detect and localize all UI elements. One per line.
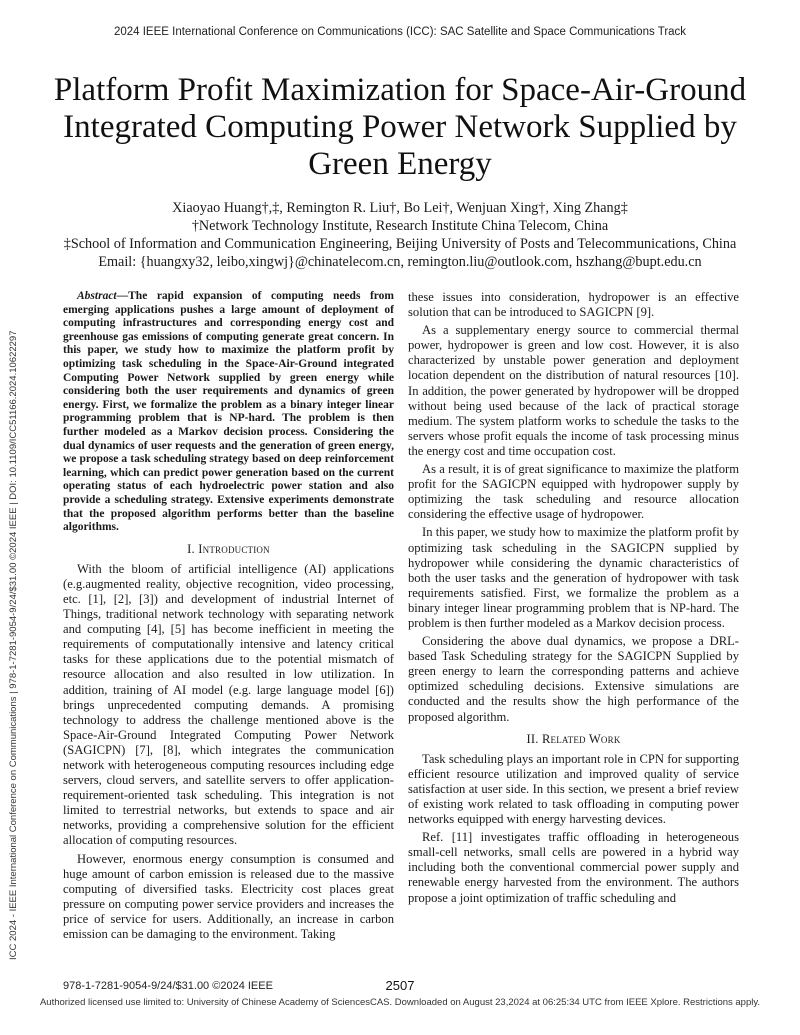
- paragraph: these issues into consideration, hydropower is an effective solution that can be introduced to SAGICPN [9].: [408, 290, 739, 320]
- section-heading-related-work: II. Related Work: [526, 731, 621, 746]
- left-column: [63, 290, 394, 945]
- affiliation-2: ‡School of Information and Communication Engineering, Beijing University of Posts and Telecommunications, China: [63, 236, 737, 252]
- author-block: [40, 199, 760, 271]
- paper-title: Platform Profit Maximization for Space-Air-Ground Integrated Computing Power Network Supplied by Green Energy: [53, 72, 747, 182]
- right-column: [408, 290, 739, 909]
- page-number: 2507: [385, 978, 415, 993]
- paragraph: As a supplementary energy source to commercial thermal power, hydropower is green and low cost. However, it is also characterized by unstable power generation and deployment location dependent on the distribution of natural resources [10]. In addition, the power generated by hydropower will be dropped without being used because of the lack of practical storage medium. The system platform works to schedule the tasks to the servers whose profit equals the income of task processing minus the energy cost and time occupation cost.: [408, 323, 739, 458]
- paragraph: Considering the above dual dynamics, we propose a DRL-based Task Scheduling strategy for the SAGICPN Supplied by green energy to learn the corresponding patterns and achieve optimized scheduling decisions. Extensive simulations are conducted and the results show the high performance of the proposed algorithm.: [408, 634, 739, 724]
- affiliation-1: †Network Technology Institute, Research Institute China Telecom, China: [191, 218, 609, 234]
- license-notice: Authorized licensed use limited to: University of Chinese Academy of SciencesCAS. Downloaded on August 23,2024 at 06:25:34 UTC from IEEE Xplore. Restrictions apply.: [39, 997, 761, 1008]
- abstract-text: —The rapid expansion of computing needs from emerging applications pushes a large amount of deployment of computing infrastructures and corresponding energy cost and greenhouse gas emissions of computing generate great concern. In this paper, we study how to maximize the platform profit by optimizing task scheduling in the Space-Air-Ground integrated Computing Power Network supplied by green energy while considering both the user requirements and dynamics of green energy. First, we formalize the problem as a binary integer linear programming problem that is NP-hard. The problem is then further modeled as a Markov decision process. Considering the dual dynamics of user requests and the generation of green energy, we propose a task scheduling strategy based on deep reinforcement learning, which can predict power generation based on the current operating status of each hydroelectric power station and also provide a scheduling strategy. Extensive experiments demonstrate that the proposed algorithm performs better than the baseline algorithms.: [63, 290, 394, 534]
- paragraph: Task scheduling plays an important role in CPN for supporting efficient resource utilization and improved quality of service satisfaction at user side. In this section, we present a brief review of existing work related to task offloading in computing power networks equipped with energy harvesting devices.: [408, 751, 739, 827]
- paragraph: As a result, it is of great significance to maximize the platform profit for the SAGICPN equipped with hydropower supply by optimizing the task scheduling and resource allocation considering the effective usage of hydropower.: [408, 462, 739, 522]
- paragraph: In this paper, we study how to maximize the platform profit by optimizing task scheduling in the SAGICPN supplied by hydropower while considering the dynamic characteristics of both the user tasks and the generation of hydropower with task requirements satisfied. First, we formalize the problem as a binary integer linear programming problem that is NP-hard. The problem is then further modeled as a Markov decision process.: [408, 525, 739, 630]
- abstract: [63, 290, 394, 535]
- author-emails: Email: {huangxy32, leibo,xingwj}@chinatelecom.cn, remington.liu@outlook.com, hszhang@bupt.edu.cn: [98, 254, 702, 270]
- doi-sidebar: ICC 2024 - IEEE International Conference on Communications | 978-1-7281-9054-9/24/$31.00 ©2024 IEEE | DOI: 10.1109/ICC51166.2024.10622297: [8, 330, 19, 960]
- footer-isbn: 978-1-7281-9054-9/24/$31.00 ©2024 IEEE: [63, 980, 273, 992]
- section-heading-introduction: I. Introduction: [187, 541, 270, 556]
- paragraph: With the bloom of artificial intelligence (AI) applications (e.g.augmented reality, objective recognition, video processing, etc. [1], [2], [3]) and development of industrial Internet of Things, traditional network technology with separating network and computing [4], [5] has become inefficient in meeting the requirements of computationally intensive and latency critical tasks for these applications due to the potential mismatch of resource allocation and also resulted in low utilization. In addition, training of AI model (e.g. large language model [6]) brings unprecedented computing demands. A promising technology to address the challenge mentioned above is the Space-Air-Ground Integrated Computing Power Network (SAGICPN) [7], [8], which integrates the communication network with heterogeneous computing resources including edge servers, cloud servers, and satellite servers to offer application-requirement-oriented task scheduling. This integration is not limited to terrestrial networks, but extends to space and air networks, providing a comprehensive solution for the efficient allocation of computing resources.: [63, 561, 394, 848]
- conference-header: 2024 IEEE International Conference on Communications (ICC): SAC Satellite and Space Communications Track: [113, 26, 687, 38]
- author-names: Xiaoyao Huang†,‡, Remington R. Liu†, Bo Lei†, Wenjuan Xing†, Xing Zhang‡: [172, 200, 628, 216]
- abstract-label: Abstract: [77, 290, 117, 302]
- paragraph: Ref. [11] investigates traffic offloading in heterogeneous small-cell networks, small cells are powered in a hybrid way including both the conventional commercial power supply and renewable energy harvested from the environment. The authors propose a joint optimization of traffic scheduling and: [408, 830, 739, 905]
- paragraph: However, enormous energy consumption is consumed and huge amount of carbon emission is released due to the massive computing of diversified tasks. Electricity cost places great pressure on computing power service providers and increases the price of service for users. Additionally, an increase in carbon emission can be damaging to the environment. Taking: [63, 851, 394, 942]
